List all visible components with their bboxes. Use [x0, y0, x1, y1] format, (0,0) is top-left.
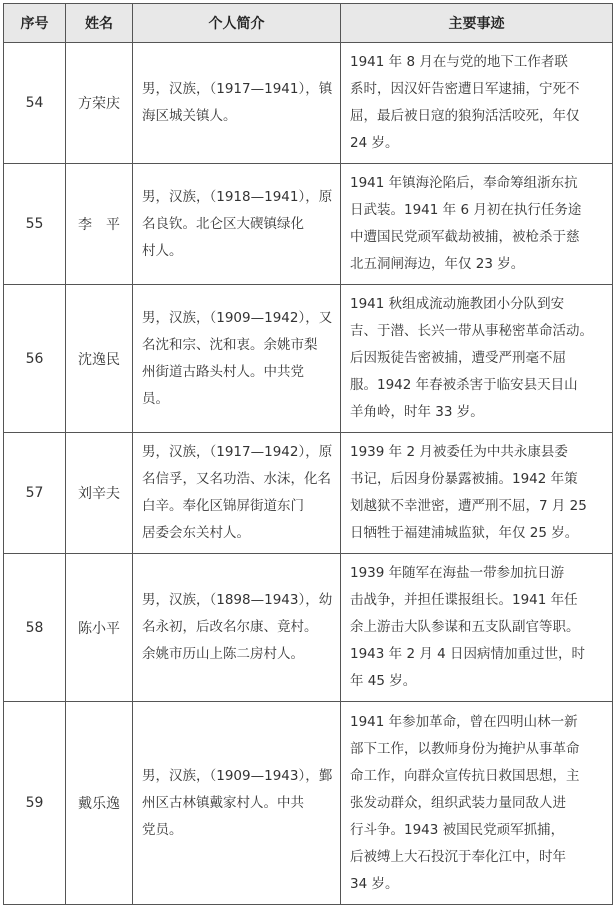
row-deeds — [341, 164, 613, 285]
row-index: 56 — [4, 285, 66, 433]
deed-line: 1943 年 2 月 4 日因病情加重过世，时 — [350, 646, 585, 662]
row-brief — [133, 43, 341, 164]
brief-line: 海区城关镇人。 — [142, 108, 237, 124]
brief-line: 州街道古路头村人。中共党 — [142, 363, 304, 380]
table-header-row — [4, 4, 613, 43]
deed-line: 屈，最后被日寇的狼狗活活咬死，年仅 — [350, 108, 580, 124]
row-index: 57 — [4, 433, 66, 554]
row-deeds — [341, 43, 613, 164]
brief-line: 居委会东关村人。 — [142, 525, 250, 541]
deed-line: 1939 年 2 月被委任为中共永康县委 — [350, 444, 568, 460]
brief-line: 员。 — [142, 390, 169, 407]
table-row — [4, 554, 613, 702]
brief-line: 男，汉族，（1917—1942），原 — [142, 444, 333, 460]
brief-line: 男，汉族，（1909—1943），鄞 — [142, 767, 333, 784]
brief-line: 男，汉族，（1909—1942），又 — [142, 309, 333, 326]
row-deeds — [341, 285, 613, 433]
deed-line: 命工作，向群众宣传抗日救国思想，主 — [350, 767, 580, 784]
deed-line: 24 岁。 — [350, 135, 399, 151]
header-brief: 个人简介 — [133, 4, 341, 43]
deed-line: 吉、于潜、长兴一带从事秘密革命活动。 — [350, 323, 593, 339]
deed-line: 书记，后因身份暴露被捕。1942 年策 — [350, 471, 578, 487]
row-name: 李 平 — [66, 164, 133, 285]
deed-line: 张发动群众，组织武装力量同敌人进 — [350, 794, 566, 811]
row-brief — [133, 433, 341, 554]
deed-line: 1941 年参加革命，曾在四明山林一新 — [350, 713, 578, 730]
row-brief — [133, 702, 341, 905]
deed-line: 日牺牲于福建浦城监狱，年仅 25 岁。 — [350, 525, 579, 541]
row-name: 戴乐逸 — [66, 702, 133, 905]
deed-line: 日武装。1941 年 6 月初在执行任务途 — [350, 202, 582, 218]
table-row — [4, 702, 613, 905]
deed-line: 北五洞闸海边，年仅 23 岁。 — [350, 256, 525, 272]
deed-line: 年 45 岁。 — [350, 673, 417, 689]
deed-line: 系时，因汉奸告密遭日军逮捕，宁死不 — [350, 81, 580, 97]
deed-line: 后因叛徒告密被捕，遭受严刑毫不屈 — [350, 350, 566, 366]
deed-line: 余上游击大队参谋和五支队副官等职。 — [350, 619, 580, 635]
row-brief — [133, 164, 341, 285]
deed-line: 1939 年随军在海盐一带参加抗日游 — [350, 565, 565, 581]
brief-line: 村人。 — [142, 242, 183, 259]
deed-line: 部下工作，以教师身份为掩护从事革命 — [350, 740, 580, 757]
martyrs-table — [3, 3, 613, 905]
deed-line: 击战争，并担任谍报组长。1941 年任 — [350, 592, 578, 608]
table-row — [4, 164, 613, 285]
brief-line: 名良钦。北仑区大碶镇绿化 — [142, 215, 304, 232]
header-deeds: 主要事迹 — [341, 4, 613, 43]
brief-line: 州区古林镇戴家村人。中共 — [142, 794, 304, 811]
deed-line: 1941 秋组成流动施教团小分队到安 — [350, 296, 565, 312]
header-name: 姓名 — [66, 4, 133, 43]
brief-line: 名信孚，又名功浩、水沫，化名 — [142, 471, 331, 487]
row-brief — [133, 554, 341, 702]
deed-line: 1941 年 8 月在与党的地下工作者联 — [350, 54, 568, 70]
deed-line: 划越狱不幸泄密，遭严刑不屈，7 月 25 — [350, 498, 587, 514]
row-name: 刘辛夫 — [66, 433, 133, 554]
row-index: 59 — [4, 702, 66, 905]
deed-line: 行斗争。1943 被国民党顽军抓捕， — [350, 821, 565, 838]
row-index: 55 — [4, 164, 66, 285]
deed-line: 34 岁。 — [350, 875, 399, 892]
row-name: 方荣庆 — [66, 43, 133, 164]
row-deeds — [341, 554, 613, 702]
deed-line: 1941 年镇海沦陷后，奉命筹组浙东抗 — [350, 175, 578, 191]
header-index: 序号 — [4, 4, 66, 43]
deed-line: 后被缚上大石投沉于奉化江中，时年 — [350, 848, 566, 865]
brief-line: 男，汉族，（1898—1943），幼 — [142, 592, 333, 608]
row-index: 54 — [4, 43, 66, 164]
brief-line: 男，汉族，（1918—1941），原 — [142, 188, 333, 205]
deed-line: 羊角岭，时年 33 岁。 — [350, 404, 484, 420]
brief-line: 白辛。奉化区锦屏街道东门 — [142, 498, 304, 514]
brief-line: 余姚市历山上陈二房村人。 — [142, 646, 304, 662]
row-index: 58 — [4, 554, 66, 702]
deed-line: 中遭国民党顽军截劫被捕，被枪杀于慈 — [350, 229, 580, 245]
table-row — [4, 43, 613, 164]
row-deeds — [341, 433, 613, 554]
row-brief — [133, 285, 341, 433]
brief-line: 名沈和宗、沈和衷。余姚市梨 — [142, 336, 318, 353]
brief-line: 党员。 — [142, 821, 183, 838]
brief-line: 名永初，后改名尔康、竟村。 — [142, 619, 318, 635]
row-name: 沈逸民 — [66, 285, 133, 433]
row-deeds — [341, 702, 613, 905]
table-row — [4, 433, 613, 554]
deed-line: 服。1942 年春被杀害于临安县天目山 — [350, 377, 578, 393]
row-name: 陈小平 — [66, 554, 133, 702]
brief-line: 男，汉族，（1917—1941），镇 — [142, 81, 333, 97]
table-row — [4, 285, 613, 433]
